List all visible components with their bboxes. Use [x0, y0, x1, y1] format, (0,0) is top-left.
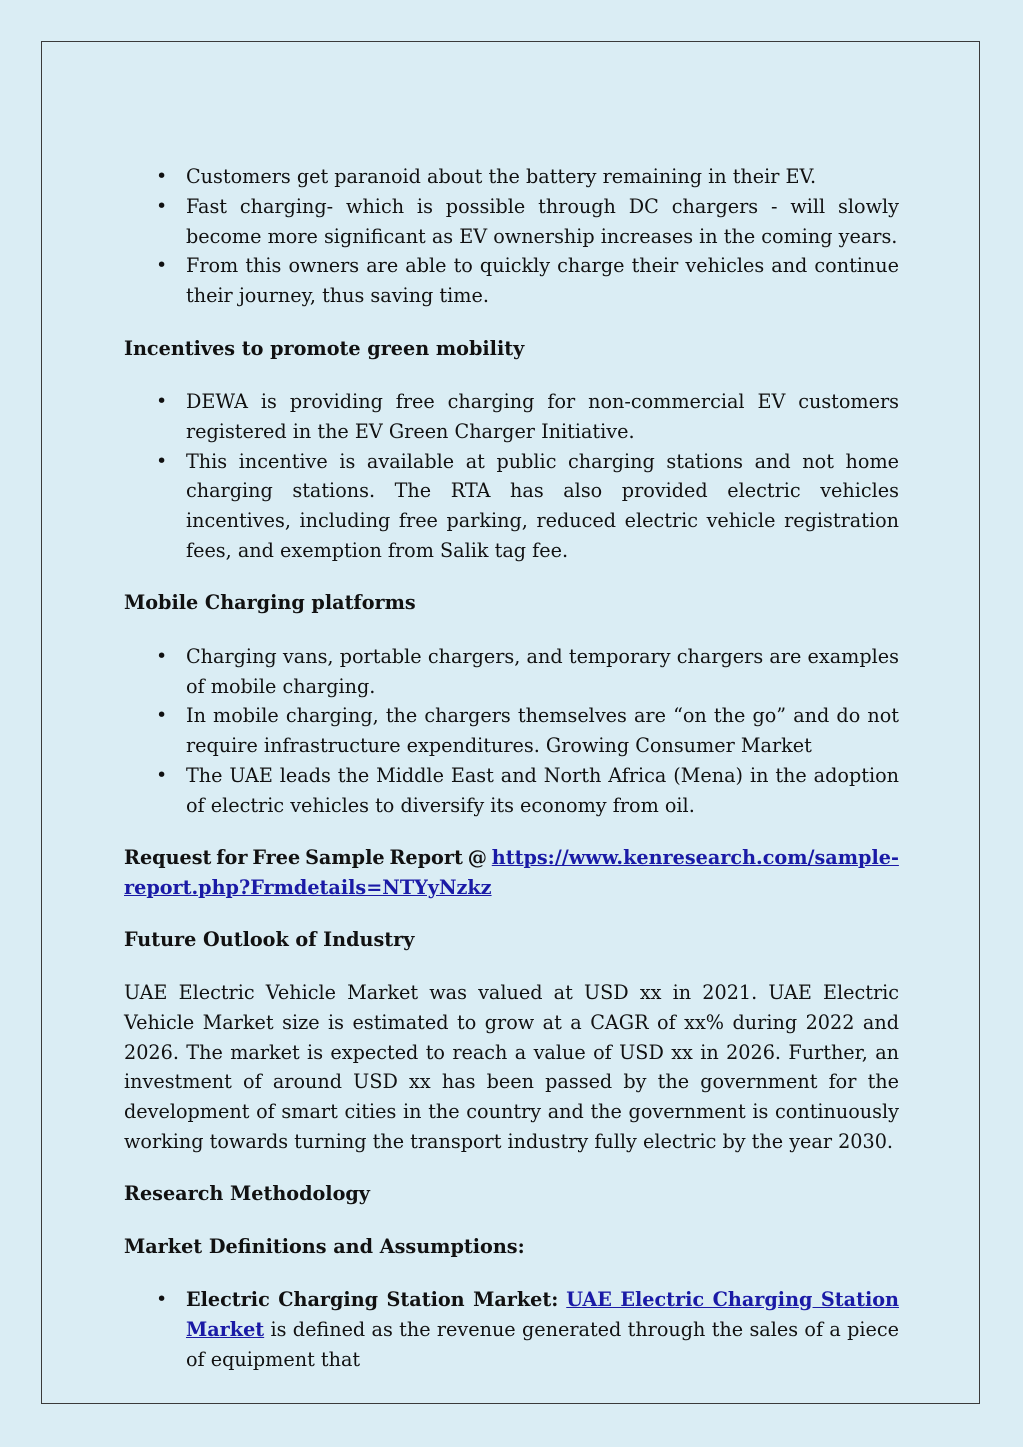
section-heading-mobile-charging: Mobile Charging platforms: [124, 591, 416, 615]
intro-bullet-list: [124, 162, 899, 311]
charging-station-market-link[interactable]: UAE Electric Charging Station Market: [186, 1288, 899, 1342]
section-heading-incentives: Incentives to promote green mobility: [124, 336, 525, 360]
future-outlook-paragraph: UAE Electric Vehicle Market was valued at USD xx in 2021. UAE Electric Vehicle Market size is estimated to grow at a CAGR of xx% during 2022 and 2026. The market is expected to reach a value of USD xx in 2026. Further, an investment of around USD xx has been passed by the government for the development of smart cities in the country and the government is continuously working towards turning the transport industry fully electric by the year 2030.: [124, 980, 899, 1153]
request-word: Request: [124, 846, 212, 870]
sample-report-link-part2[interactable]: report.php?Frmdetails=NTYyNzkz: [124, 876, 492, 899]
list-item: • Customers get paranoid about the battery remaining in their EV.: [186, 162, 899, 192]
incentives-bullet-list: [124, 387, 899, 566]
page-content: [124, 162, 899, 1375]
request-word: @: [467, 846, 487, 870]
list-item: • In mobile charging, the chargers themselves are “on the go” and do not require infrastructure expenditures. Growing Consumer Market: [186, 701, 899, 761]
sample-report-request: [124, 843, 899, 903]
request-word: Sample: [305, 846, 385, 870]
definition-text: is defined as the revenue generated through the sales of a piece of equipment that: [186, 1318, 899, 1371]
list-item: • DEWA is providing free charging for non-commercial EV customers registered in the EV Green Charger Initiative.: [186, 387, 899, 447]
list-item: • Fast charging- which is possible through DC chargers - will slowly become more significant as EV ownership increases in the coming years.: [186, 192, 899, 252]
list-item: • This incentive is available at public charging stations and not home charging stations. The RTA has also provided electric vehicles incentives, including free parking, reduced electric vehicle registration fees, and exemption from Salik tag fee.: [186, 447, 899, 566]
document-page: [41, 41, 980, 1404]
list-item: [186, 1285, 899, 1374]
request-word: Report: [389, 846, 463, 870]
section-heading-research-methodology: Research Methodology: [124, 1182, 370, 1206]
list-item: • The UAE leads the Middle East and North Africa (Mena) in the adoption of electric vehicles to diversify its economy from oil.: [186, 761, 899, 821]
request-word: for: [216, 846, 248, 870]
definitions-bullet-list: [124, 1285, 899, 1374]
request-word: Free: [252, 846, 301, 870]
definition-label: Electric Charging Station Market:: [186, 1288, 559, 1312]
section-heading-future-outlook: Future Outlook of Industry: [124, 928, 415, 952]
section-heading-market-definitions: Market Definitions and Assumptions:: [124, 1234, 525, 1258]
list-item: • Charging vans, portable chargers, and temporary chargers are examples of mobile charging.: [186, 642, 899, 702]
list-item: • From this owners are able to quickly charge their vehicles and continue their journey, thus saving time.: [186, 251, 899, 311]
sample-report-link-part1[interactable]: https://www.kenresearch.com/sample-: [491, 846, 899, 870]
mobile-bullet-list: [124, 642, 899, 821]
